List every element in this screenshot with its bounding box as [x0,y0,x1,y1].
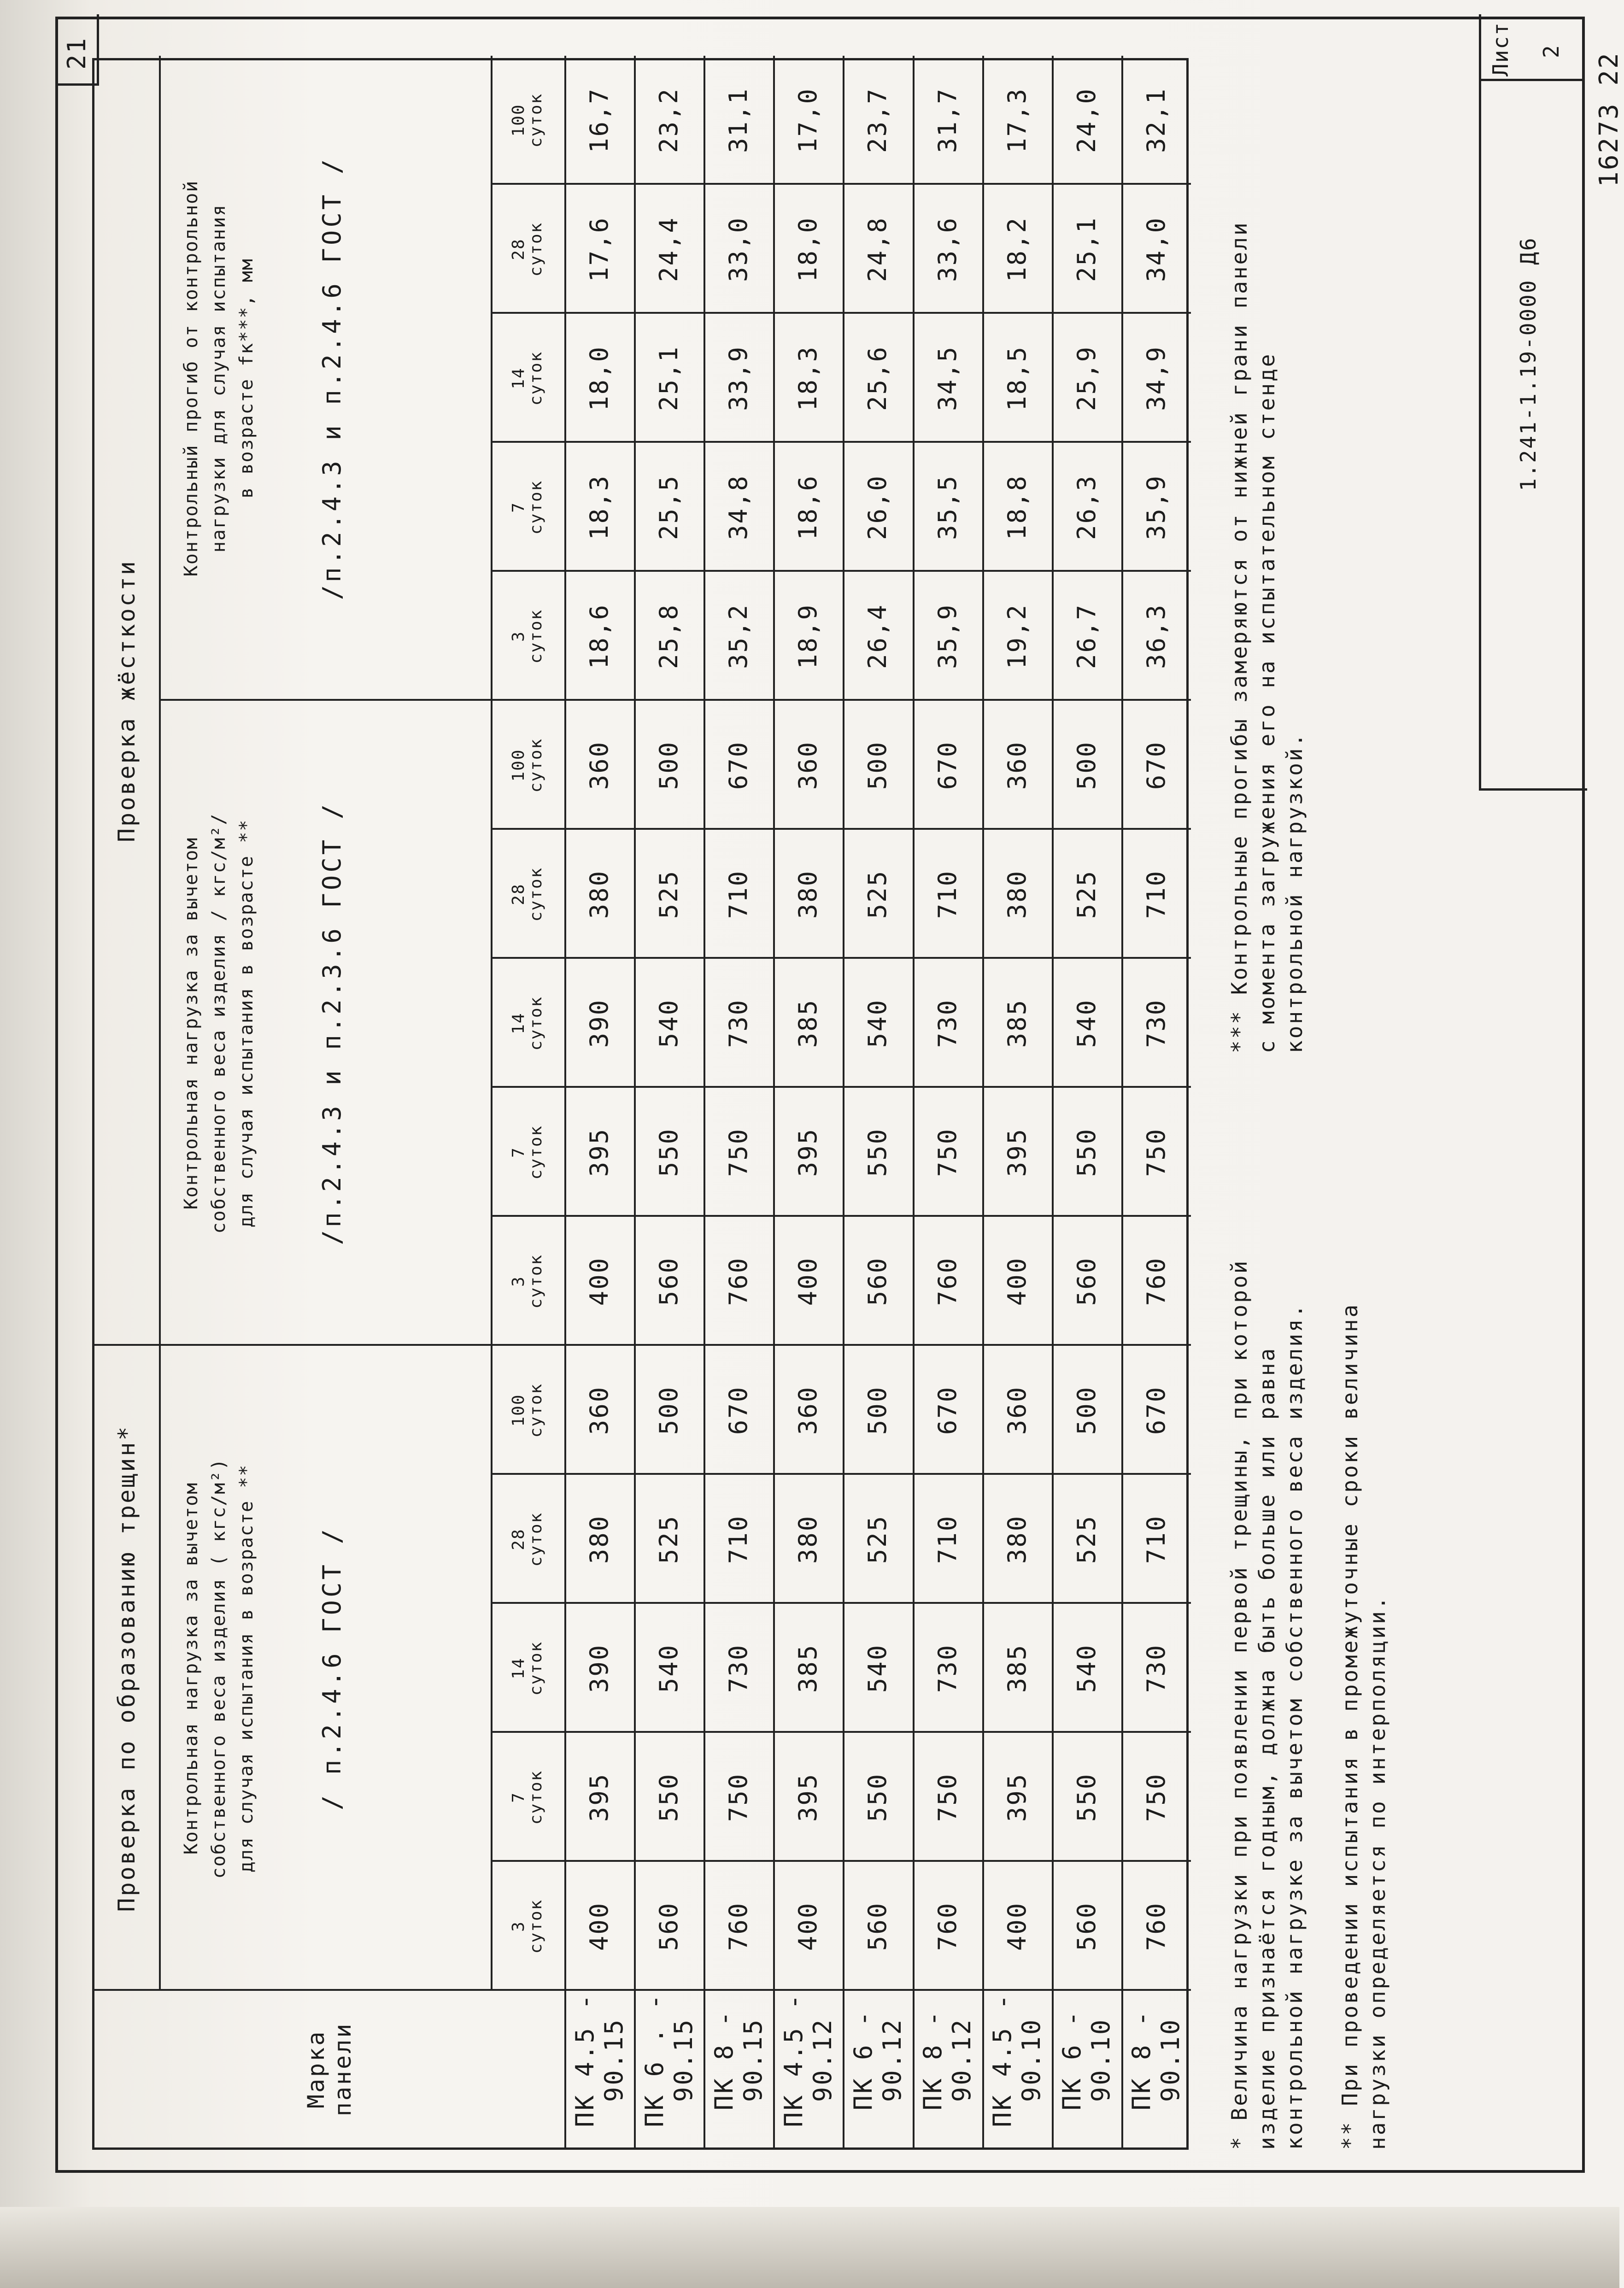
stiffness-load-day-label [491,1217,564,1346]
stiffness-load-value: 760 [932,1256,962,1306]
stiffness-load-value: 710 [932,869,962,919]
stiffness-deflection-day-label [491,185,564,314]
stiffness-deflection-day-label [491,314,564,443]
stiffness-deflection-value: 18,2 [1002,216,1032,282]
stiffness-load-value: 750 [932,1127,962,1177]
stiffness-deflection-value: 25,8 [654,603,684,669]
stiffness-load-value: 730 [932,998,962,1048]
stiffness-deflection-value: 25,6 [863,345,892,411]
stiffness-load-value: 730 [724,998,753,1048]
crack-check-desc-line: Контрольная нагрузка за вычетом [181,1482,202,1855]
crack-check-value: 540 [1072,1643,1101,1693]
crack-check-value: 400 [793,1901,823,1951]
stiffness-load-value: 550 [863,1127,892,1177]
day-unit: суток [527,1899,545,1954]
stiffness-deflection-value: 32,1 [1141,87,1171,153]
load-test-table [92,58,1189,2150]
stiffness-deflection-value: 25,1 [1072,216,1101,282]
crack-check-value: 750 [724,1772,753,1822]
stiffness-load-value: 525 [1072,869,1101,919]
panel-mark: ПК 4.5 - 90.10 [988,1992,1046,2128]
stiffness-deflection-value: 18,6 [585,603,614,669]
day-unit: суток [527,738,545,793]
crack-check-value: 380 [1002,1514,1032,1564]
day-unit: суток [527,1641,545,1696]
day-unit: суток [527,93,545,148]
stiffness-deflection-desc-line: в возрасте fк***, мм [236,258,257,499]
stiffness-load-desc-line: Контрольная нагрузка за вычетом [181,837,202,1210]
stiffness-deflection-value: 34,0 [1141,216,1171,282]
day-number: 28 [509,238,528,260]
stiffness-load-value: 760 [724,1256,753,1306]
marka-header: Марка панели [303,2022,356,2117]
grid-line [982,56,984,2147]
stiffness-deflection-value: 31,7 [932,87,962,153]
crack-check-value: 670 [932,1385,962,1435]
stiffness-deflection-value: 33,6 [932,216,962,282]
day-number: 3 [509,1276,528,1287]
crack-check-day-label [491,1604,564,1733]
stiffness-load-desc-line: для случая испытания в возрасте ** [236,819,257,1228]
stiffness-load-value: 360 [585,740,614,790]
crack-check-value: 710 [1141,1514,1171,1564]
stiffness-deflection-value: 17,0 [793,87,823,153]
crack-check-value: 385 [1002,1643,1032,1693]
stiffness-deflection-value: 25,1 [654,345,684,411]
day-number: 100 [509,1394,528,1427]
stiffness-load-value: 750 [724,1127,753,1177]
stiffness-deflection-value: 24,8 [863,216,892,282]
day-number: 7 [509,1792,528,1803]
crack-check-value: 710 [932,1514,962,1564]
crack-check-value: 730 [1141,1643,1171,1693]
stiffness-deflection-value: 31,1 [724,87,753,153]
stiffness-load-value: 710 [724,869,753,919]
crack-check-value: 710 [724,1514,753,1564]
panel-mark: ПК 4.5 - 90.12 [779,1992,837,2128]
crack-check-value: 400 [1002,1901,1032,1951]
footnote-interpolation: ** При проведении испытания в промежуточные сроки величина нагрузки определяется по интерполяции. [1337,1302,1390,2150]
page-number: 21 [62,36,91,70]
crack-check-value: 500 [654,1385,684,1435]
panel-mark: ПК 4.5 - 90.15 [570,1992,628,2128]
stiffness-load-value: 390 [585,998,614,1048]
stiffness-load-day-label [491,830,564,959]
day-unit: суток [527,609,545,664]
stiffness-deflection-value: 23,7 [863,87,892,153]
stiffness-deflection-value: 33,0 [724,216,753,282]
stiffness-load-value: 550 [654,1127,684,1177]
crack-check-value: 360 [793,1385,823,1435]
stiffness-deflection-desc-line: нагрузки для случая испытания [208,204,229,553]
stiffness-load-day-label [491,1088,564,1217]
stiffness-load-day-label [491,701,564,830]
crack-check-value: 730 [724,1643,753,1693]
stiffness-deflection-value: 18,3 [793,345,823,411]
crack-check-value: 760 [724,1901,753,1951]
stiffness-deflection-value: 26,7 [1072,603,1101,669]
stiffness-load-value: 560 [1072,1256,1101,1306]
stiffness-load-value: 360 [793,740,823,790]
crack-check-value: 760 [932,1901,962,1951]
day-unit: суток [527,1383,545,1438]
stiffness-load-value: 400 [1002,1256,1032,1306]
stiffness-load-title: Проверка жёсткости [113,559,140,842]
stiffness-deflection-value: 17,6 [585,216,614,282]
stiffness-load-value: 560 [863,1256,892,1306]
grid-line [159,1346,161,1991]
stiffness-deflection-day-label [491,572,564,701]
crack-check-value: 730 [932,1643,962,1693]
stiffness-load-value: 540 [1072,998,1101,1048]
crack-check-value: 395 [793,1772,823,1822]
crack-check-day-label [491,1346,564,1475]
stiffness-deflection-desc-line: Контрольный прогиб от контрольной [181,180,202,577]
grid-line [913,56,915,2147]
day-number: 14 [509,367,528,389]
stiffness-deflection-value: 36,3 [1141,603,1171,669]
stiffness-load-value: 550 [1072,1127,1101,1177]
stiffness-load-value: 360 [1002,740,1032,790]
stiffness-deflection-value: 26,3 [1072,474,1101,540]
stiffness-load-value: 500 [863,740,892,790]
stiffness-deflection-value: 25,5 [654,474,684,540]
day-number: 28 [509,883,528,905]
inventory-number: 16273 22 [1594,52,1624,187]
crack-check-day-label [491,1733,564,1862]
stiffness-load-value: 670 [724,740,753,790]
panel-mark: ПК 8 - 90.12 [918,2009,977,2111]
stiffness-load-value: 525 [654,869,684,919]
stiffness-deflection-value: 23,2 [654,87,684,153]
stiffness-deflection-value: 18,3 [585,474,614,540]
crack-check-day-label [491,1475,564,1604]
crack-check-day-label [491,1862,564,1991]
day-number: 3 [509,1921,528,1932]
stiffness-deflection-value: 34,9 [1141,345,1171,411]
stiffness-load-value: 500 [654,740,684,790]
crack-check-title: Проверка по образованию трещин* [113,1425,140,1912]
stiffness-deflection-value: 34,8 [724,474,753,540]
panel-mark: ПК 8 - 90.15 [709,2009,768,2111]
stiffness-deflection-value: 18,5 [1002,345,1032,411]
stiffness-deflection-value: 19,2 [1002,603,1032,669]
sheet-number: 2 [1539,44,1564,58]
grid-line [704,56,705,2147]
stiffness-load-value: 380 [1002,869,1032,919]
stiffness-load-value: 750 [1141,1127,1171,1177]
day-number: 14 [509,1012,528,1034]
crack-check-value: 670 [724,1385,753,1435]
stiffness-deflection-value: 18,0 [585,345,614,411]
stiffness-deflection-value: 35,9 [932,603,962,669]
day-unit: суток [527,1512,545,1567]
crack-check-value: 380 [585,1514,614,1564]
day-unit: суток [527,222,545,277]
panel-mark: ПК 8 - 90.10 [1127,2009,1185,2111]
crack-check-value: 560 [1072,1901,1101,1951]
crack-check-value: 670 [1141,1385,1171,1435]
crack-check-value: 540 [654,1643,684,1693]
crack-check-value: 525 [1072,1514,1101,1564]
stiffness-load-value: 670 [932,740,962,790]
stiffness-load-value: 385 [1002,998,1032,1048]
day-number: 28 [509,1528,528,1550]
stiffness-deflection-value: 18,6 [793,474,823,540]
grid-line [634,56,636,2147]
crack-check-value: 500 [863,1385,892,1435]
stiffness-deflection-value: 33,9 [724,345,753,411]
day-number: 14 [509,1657,528,1679]
crack-check-value: 750 [932,1772,962,1822]
stiffness-deflection-value: 25,9 [1072,345,1101,411]
day-number: 7 [509,502,528,513]
stiffness-load-value: 400 [793,1256,823,1306]
stiffness-load-value: 500 [1072,740,1101,790]
stiffness-load-value: 710 [1141,869,1171,919]
grid-line [491,56,492,1991]
grid-line [773,56,775,2147]
day-unit: суток [527,996,545,1051]
stiffness-deflection-value: 18,8 [1002,474,1032,540]
grid-line [843,56,844,2147]
stiffness-deflection-value: 16,7 [585,87,614,153]
stiffness-load-value: 540 [863,998,892,1048]
crack-check-value: 390 [585,1643,614,1693]
crack-check-value: 550 [863,1772,892,1822]
crack-check-value: 395 [1002,1772,1032,1822]
crack-check-value: 385 [793,1643,823,1693]
sheet-label: Лист [1488,22,1513,76]
stiffness-load-value: 395 [585,1127,614,1177]
stiffness-load-value: 540 [654,998,684,1048]
footnote-deflection: *** Контрольные прогибы замеряются от нижней грани панели с момента загружения его на испытательном стенде контрольной нагрузкой. [1227,221,1307,1053]
crack-check-desc-line: собственного веса изделия ( кгс/м²) [208,1458,229,1879]
stiffness-load-desc-line: собственного веса изделия / кгс/м²/ [208,813,229,1234]
crack-check-value: 500 [1072,1385,1101,1435]
stiffness-load-value: 395 [1002,1127,1032,1177]
stiffness-deflection-value: 18,9 [793,603,823,669]
stiffness-load-value: 670 [1141,740,1171,790]
stiffness-load-value: 400 [585,1256,614,1306]
crack-check-value: 525 [654,1514,684,1564]
stiffness-deflection-day-label [491,56,564,185]
crack-check-value: 360 [1002,1385,1032,1435]
crack-check-value: 550 [1072,1772,1101,1822]
day-unit: суток [527,867,545,922]
stiffness-load-day-label [491,959,564,1088]
crack-check-desc-line: для случая испытания в возрасте ** [236,1464,257,1873]
stiffness-load-value: 560 [654,1256,684,1306]
stiffness-load-value: 760 [1141,1256,1171,1306]
footnote-cracks: * Величина нагрузки при появлении первой трещины, при которой изделие признаётся годным, должна быть больше или равна контрольной нагрузке за вычетом собственного веса изделия. [1227,1259,1307,2150]
crack-check-reference: / п.2.4.6 ГОСТ / [317,1526,346,1811]
document-code: 1.241-1.19-0000 Д6 [1516,236,1541,491]
grid-line [159,56,161,701]
grid-line [159,701,161,1346]
day-unit: суток [527,480,545,535]
crack-check-value: 560 [863,1901,892,1951]
panel-mark: ПК 6 - 90.10 [1057,2009,1116,2111]
crack-check-value: 550 [654,1772,684,1822]
crack-check-value: 760 [1141,1901,1171,1951]
stiffness-load-value: 525 [863,869,892,919]
crack-check-value: 395 [585,1772,614,1822]
stiffness-deflection-value: 24,4 [654,216,684,282]
day-unit: суток [527,1770,545,1825]
crack-check-value: 750 [1141,1772,1171,1822]
day-unit: суток [527,1254,545,1309]
grid-line [1052,56,1054,2147]
stiffness-load-value: 395 [793,1127,823,1177]
stiffness-deflection-value: 35,9 [1141,474,1171,540]
day-unit: суток [527,351,545,406]
stiffness-deflection-value: 35,5 [932,474,962,540]
day-number: 100 [509,749,528,782]
stiffness-load-value: 730 [1141,998,1171,1048]
stiffness-deflection-value: 24,0 [1072,87,1101,153]
stiffness-deflection-value: 26,0 [863,474,892,540]
crack-check-value: 560 [654,1901,684,1951]
day-number: 100 [509,104,528,137]
stiffness-deflection-value: 17,3 [1002,87,1032,153]
stiffness-deflection-reference: /п.2.4.3 и п.2.4.6 ГОСТ / [317,156,346,600]
day-unit: суток [527,1125,545,1180]
crack-check-value: 380 [793,1514,823,1564]
stiffness-deflection-value: 18,0 [793,216,823,282]
stiffness-deflection-value: 35,2 [724,603,753,669]
grid-line [1121,56,1123,2147]
stiffness-load-reference: /п.2.4.3 и п.2.3.6 ГОСТ / [317,801,346,1245]
stiffness-load-value: 385 [793,998,823,1048]
crack-check-value: 400 [585,1901,614,1951]
crack-check-value: 360 [585,1385,614,1435]
crack-check-value: 540 [863,1643,892,1693]
stiffness-deflection-value: 34,5 [932,345,962,411]
stiffness-load-value: 380 [585,869,614,919]
stiffness-load-value: 380 [793,869,823,919]
stiffness-deflection-value: 26,4 [863,603,892,669]
day-number: 7 [509,1147,528,1158]
panel-mark: ПК 6 . - 90.15 [639,1992,698,2128]
day-number: 3 [509,631,528,642]
crack-check-value: 525 [863,1514,892,1564]
panel-mark: ПК 6 - 90.12 [848,2009,907,2111]
stiffness-deflection-day-label [491,443,564,572]
